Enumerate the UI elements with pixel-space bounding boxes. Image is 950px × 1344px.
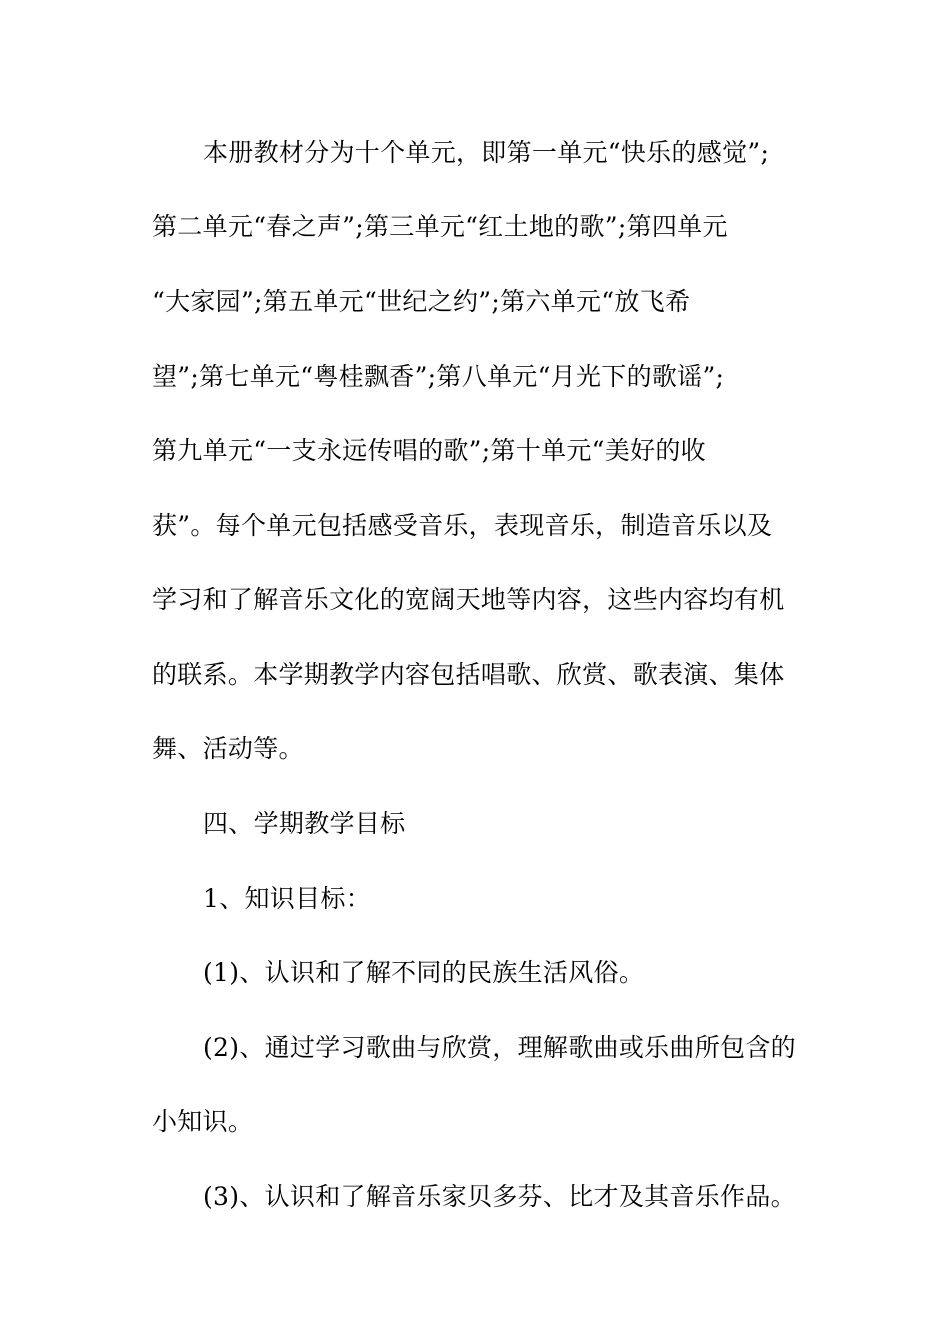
paragraph-line: 的联系。本学期教学内容包括唱歌、欣赏、歌表演、集体 (152, 660, 785, 689)
paragraph-line: 舞、活动等。 (152, 734, 304, 763)
paragraph-line: “大家园”;第五单元“世纪之约”;第六单元“放飞希 (152, 287, 691, 316)
section-heading: 四、学期教学目标 (203, 809, 406, 838)
paragraph-line: 望”;第七单元“粤桂飘香”;第八单元“月光下的歌谣”; (152, 362, 725, 391)
paragraph-line: 第九单元“一支永远传唱的歌”;第十单元“美好的收 (152, 436, 706, 465)
paragraph-line: 获”。每个单元包括感受音乐，表现音乐，制造音乐以及 (152, 511, 773, 540)
subsection-heading: 1、知识目标： (203, 884, 372, 913)
paragraph-line: 本册教材分为十个单元，即第一单元“快乐的感觉”; (203, 138, 770, 167)
list-item: (2)、通过学习歌曲与欣赏，理解歌曲或乐曲所包含的 (203, 1033, 796, 1062)
list-item-continuation: 小知识。 (152, 1107, 254, 1136)
list-item: (3)、认识和了解音乐家贝多芬、比才及其音乐作品。 (203, 1182, 796, 1211)
paragraph-line: 学习和了解音乐文化的宽阔天地等内容，这些内容均有机 (152, 585, 785, 614)
paragraph-line: 第二单元“春之声”;第三单元“红土地的歌”;第四单元 (152, 212, 728, 241)
list-item: (1)、认识和了解不同的民族生活风俗。 (203, 958, 645, 987)
